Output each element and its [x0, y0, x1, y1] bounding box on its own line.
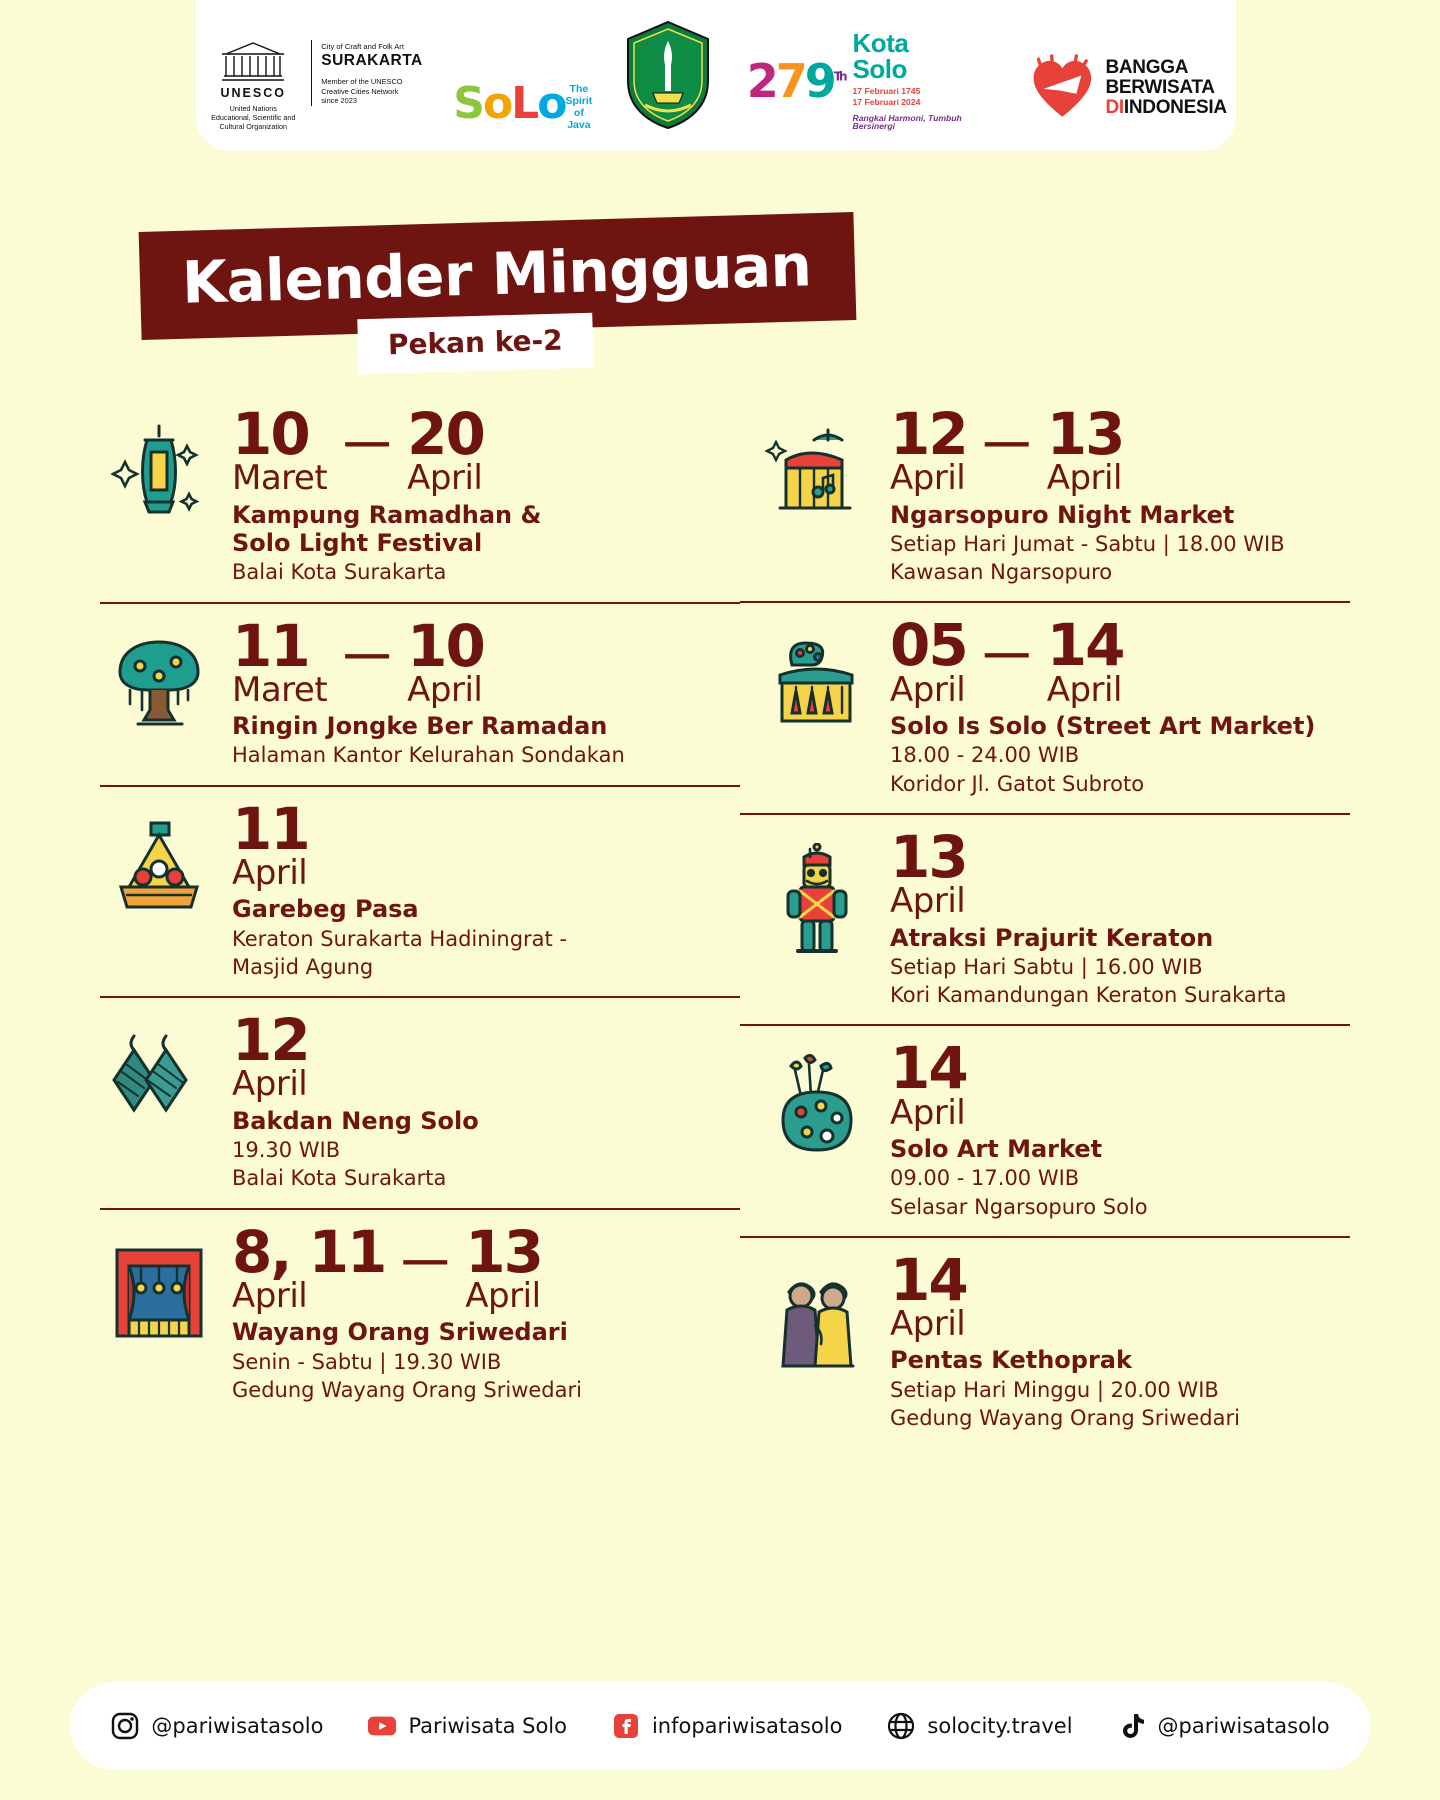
event-card: [100, 1210, 740, 1419]
date-start-month: April: [232, 1064, 308, 1105]
anniversary-number: 279Th: [746, 53, 845, 108]
event-title: Kampung Ramadhan & Solo Light Festival: [232, 500, 542, 557]
dancers-icon: [758, 1252, 876, 1376]
event-title: Wayang Orang Sriwedari: [232, 1318, 568, 1347]
night-market-icon: [758, 406, 876, 524]
event-dates: [232, 400, 714, 499]
event-title: Ngarsopuro Night Market: [890, 500, 1235, 529]
event-title: Solo Art Market: [890, 1134, 1103, 1163]
date-start-month: April: [890, 458, 966, 499]
solo-wordmark: SoLo: [453, 78, 566, 130]
globe-icon: [886, 1711, 916, 1741]
event-dates: [890, 1245, 1324, 1345]
unesco-wordmark: UNESCO: [220, 86, 286, 100]
surakarta-crest-logo: [623, 19, 713, 131]
youtube-icon: [367, 1711, 397, 1741]
events-column-right: [740, 392, 1350, 1447]
date-start-number: 14: [890, 1245, 967, 1314]
heart-indonesia-icon: [1027, 45, 1098, 131]
date-start-month: April: [232, 853, 308, 894]
facebook-icon: [611, 1711, 641, 1741]
bangga-berwisata-logo: [1027, 45, 1227, 131]
instagram-icon: [110, 1711, 140, 1741]
date-start-number: 12: [232, 1006, 309, 1075]
event-detail: Halaman Kantor Kelurahan Sondakan: [232, 743, 625, 768]
solo-spirit-of-java-logo: [453, 77, 593, 131]
solo-tagline: The Spirit of Java: [565, 83, 593, 131]
event-detail: Gedung Wayang Orang Sriwedari: [890, 1405, 1240, 1430]
event-dates: [232, 1217, 714, 1316]
events-grid: [100, 392, 1350, 1447]
event-dates: [232, 1006, 714, 1105]
date-start-number: 14: [890, 1034, 967, 1103]
event-card: [100, 604, 740, 787]
bangga-line-3: DIINDONESIA: [1105, 96, 1227, 118]
bangga-line-1: BANGGA: [1105, 57, 1189, 79]
event-detail: Setiap Hari Minggu | 20.00 WIB: [890, 1377, 1219, 1402]
event-dates: [890, 611, 1324, 710]
soldier-icon: [758, 829, 876, 963]
social-youtube-label: Pariwisata Solo: [408, 1714, 567, 1738]
event-card: [740, 1026, 1350, 1237]
event-detail: 18.00 - 24.00 WIB: [890, 743, 1080, 768]
event-card: [740, 1238, 1350, 1447]
event-title: Ringin Jongke Ber Ramadan: [232, 712, 608, 741]
ketupat-icon: [100, 1012, 218, 1130]
event-title: Solo Is Solo (Street Art Market): [890, 712, 1316, 741]
event-detail: Setiap Hari Sabtu | 16.00 WIB: [890, 954, 1203, 979]
event-detail: Balai Kota Surakarta: [232, 560, 447, 585]
event-detail: Kori Kamandungan Keraton Surakarta: [890, 983, 1287, 1008]
event-detail: Kawasan Ngarsopuro: [890, 560, 1113, 585]
unesco-network-line: Member of the UNESCO Creative Cities Network since 2023: [321, 77, 403, 106]
event-detail: 09.00 - 17.00 WIB: [890, 1166, 1080, 1191]
bangga-line-2: BERWISATA: [1105, 77, 1215, 99]
event-detail: Koridor Jl. Gatot Subroto: [890, 771, 1145, 796]
date-start-month: April: [890, 669, 966, 710]
kota-solo-anniversary-logo: [747, 30, 993, 131]
social-tiktok[interactable]: [1117, 1711, 1330, 1741]
event-card: [100, 787, 740, 998]
social-footer: [70, 1682, 1370, 1770]
date-start-month: Maret: [232, 458, 328, 499]
event-detail: Keraton Surakarta Hadiningrat -: [232, 926, 568, 951]
event-dates: [890, 1034, 1324, 1133]
tumpeng-icon: [100, 801, 218, 919]
date-range-dash: —: [984, 628, 1029, 678]
event-dates: [890, 822, 1324, 922]
date-start-number: 12: [890, 400, 967, 468]
art-stall-icon: [758, 617, 876, 735]
event-title: Atraksi Prajurit Keraton: [890, 923, 1214, 952]
event-card: [740, 603, 1350, 814]
date-end-month: April: [1046, 669, 1122, 710]
date-end-month: April: [465, 1275, 541, 1316]
event-detail: Gedung Wayang Orang Sriwedari: [232, 1377, 582, 1402]
social-website-label: solocity.travel: [927, 1714, 1073, 1738]
social-youtube[interactable]: [367, 1711, 567, 1741]
date-start-month: Maret: [232, 669, 328, 710]
social-instagram-label: @pariwisatasolo: [151, 1714, 324, 1738]
date-range-dash: —: [403, 1234, 448, 1284]
unesco-city-line: City of Craft and Folk Art: [321, 42, 404, 51]
date-start-month: April: [232, 1275, 308, 1316]
date-start-number: 8, 11: [232, 1217, 386, 1286]
date-start-number: 11: [232, 611, 309, 680]
date-end-number: 13: [465, 1217, 543, 1286]
unesco-temple-icon: [216, 40, 290, 84]
date-start-number: 11: [232, 794, 309, 863]
date-start-month: April: [890, 1092, 966, 1133]
palette-icon: [758, 1040, 876, 1158]
date-end-number: 10: [407, 611, 484, 680]
date-range-dash: —: [345, 628, 390, 678]
date-range-dash: —: [984, 417, 1029, 466]
tiktok-icon: [1117, 1711, 1147, 1741]
tree-icon: [100, 618, 218, 736]
stage-icon: [100, 1224, 218, 1348]
unesco-logo: [205, 40, 423, 131]
unesco-subtitle: United Nations Educational, Scientific and Cultural Organization: [211, 104, 296, 131]
social-instagram[interactable]: [110, 1711, 323, 1741]
event-title: Bakdan Neng Solo: [232, 1106, 479, 1135]
social-facebook-label: infopariwisatasolo: [651, 1714, 843, 1738]
date-end-number: 20: [407, 400, 484, 468]
event-detail: Masjid Agung: [232, 954, 374, 979]
event-dates: [232, 794, 714, 894]
date-start-month: April: [890, 1304, 966, 1345]
social-facebook[interactable]: [611, 1711, 842, 1741]
date-end-number: 14: [1046, 611, 1124, 680]
event-detail: Senin - Sabtu | 19.30 WIB: [232, 1349, 502, 1374]
page-subtitle: [357, 313, 593, 375]
event-card: [100, 998, 740, 1209]
unesco-city-name: SURAKARTA: [321, 52, 423, 70]
events-column-left: [100, 392, 740, 1447]
logo-bar: [196, 0, 1236, 151]
event-detail: Selasar Ngarsopuro Solo: [890, 1194, 1148, 1219]
date-range-dash: —: [345, 417, 390, 466]
date-end-month: April: [407, 669, 483, 710]
date-start-number: 10: [232, 400, 309, 468]
event-card: [740, 815, 1350, 1026]
event-title: Garebeg Pasa: [232, 895, 419, 924]
event-card: [740, 392, 1350, 603]
event-title: Pentas Kethoprak: [890, 1346, 1132, 1375]
page-subtitle-text: Pekan ke-2: [387, 323, 564, 362]
kota-solo-dates: 17 Februari 1745 17 Februari 2024: [852, 86, 921, 108]
date-start-number: 05: [890, 611, 967, 680]
date-start-number: 13: [890, 822, 967, 891]
lantern-icon: [100, 406, 218, 524]
event-dates: [232, 611, 714, 710]
city-crest-icon: [623, 19, 713, 131]
event-card: [100, 392, 740, 604]
date-start-month: April: [890, 881, 966, 922]
date-end-number: 13: [1046, 400, 1124, 468]
event-detail: Balai Kota Surakarta: [232, 1166, 447, 1191]
page-title-text: Kalender Mingguan: [181, 231, 813, 317]
social-tiktok-label: @pariwisatasolo: [1157, 1714, 1330, 1738]
date-end-month: April: [1046, 458, 1122, 499]
kota-solo-title: Kota Solo: [852, 28, 909, 85]
event-detail: Setiap Hari Jumat - Sabtu | 18.00 WIB: [890, 531, 1285, 556]
kota-solo-slogan: Rangkai Harmoni, Tumbuh Bersinergi: [852, 112, 962, 132]
event-dates: [890, 400, 1324, 499]
date-end-month: April: [407, 458, 483, 499]
event-detail: 19.30 WIB: [232, 1138, 341, 1163]
social-website[interactable]: [886, 1711, 1072, 1741]
